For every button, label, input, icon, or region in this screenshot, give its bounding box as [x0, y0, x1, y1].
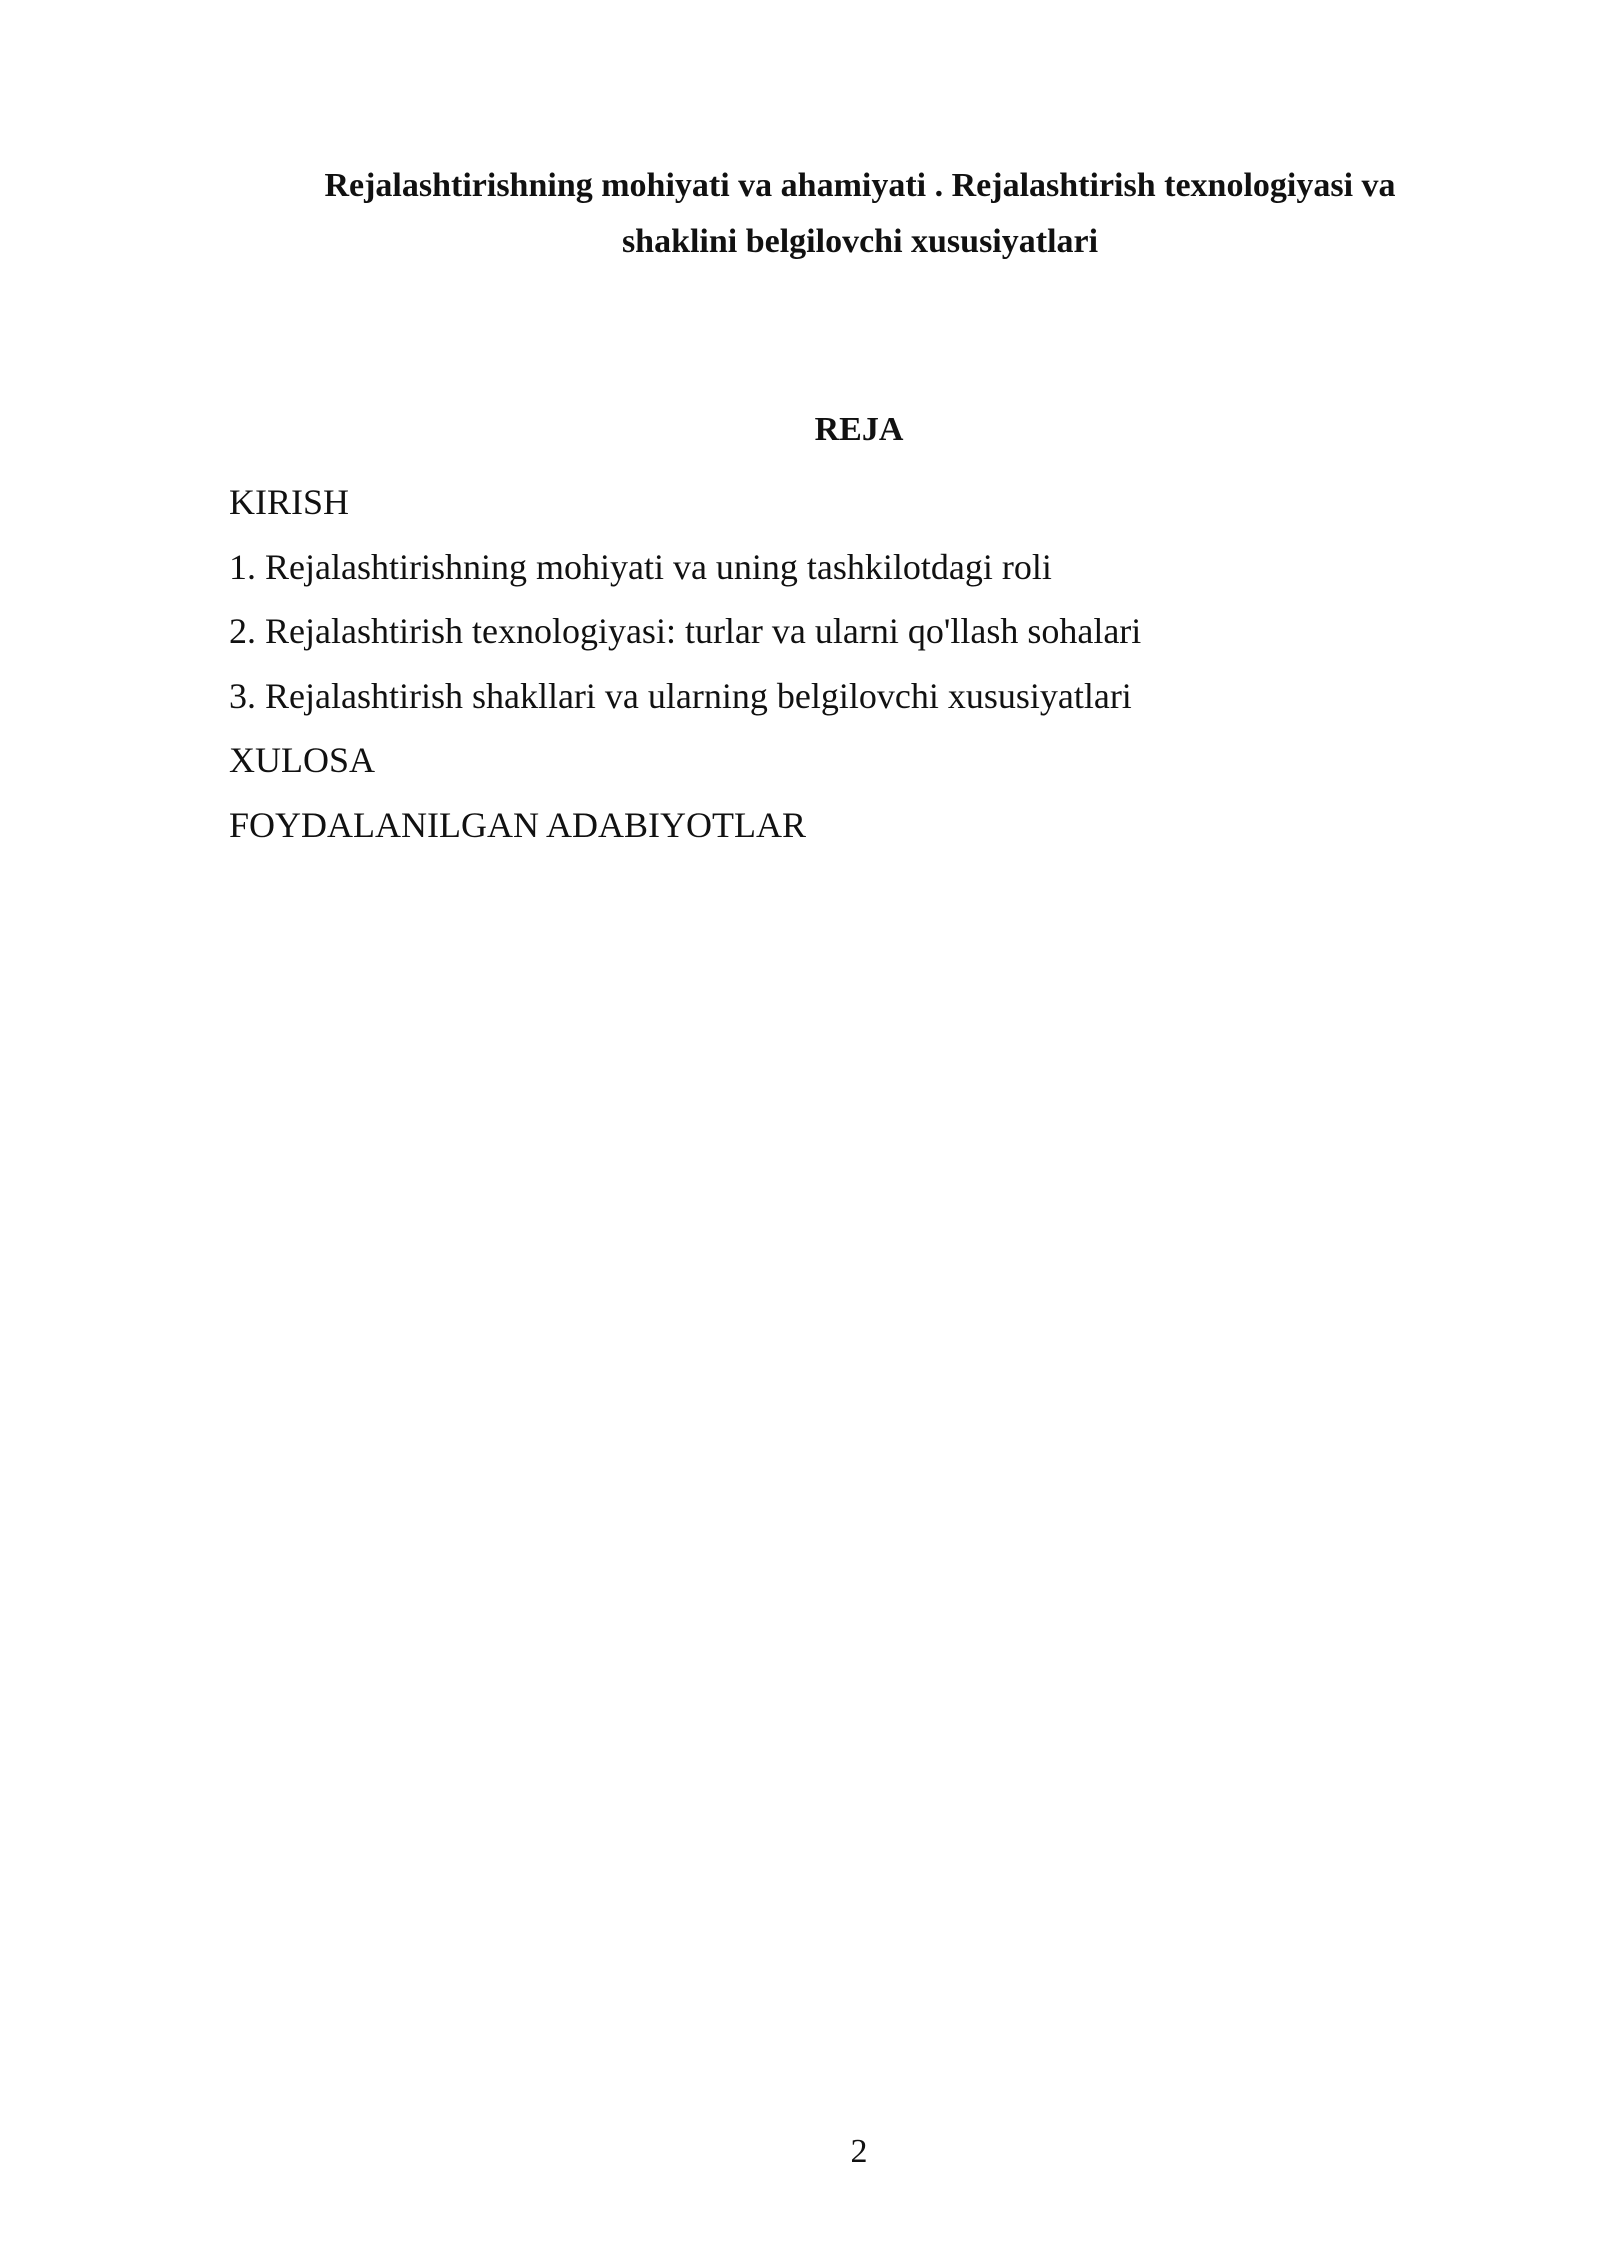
document-title-line-1: Rejalashtirishning mohiyati va ahamiyati . Rejalashtirish texnologiyasi va [324, 167, 1396, 204]
plan-heading: REJA [814, 411, 904, 448]
plan-item-conclusion: XULOSA [229, 740, 376, 781]
plan-item-references: FOYDALANILGAN ADABIYOTLAR [229, 804, 806, 845]
document-title-line-2: shaklini belgilovchi xususiyatlari [621, 223, 1099, 260]
plan-item-introduction: KIRISH [229, 482, 350, 522]
plan-list [229, 470, 1141, 858]
document-title [230, 158, 1490, 270]
page-number: 2 [850, 2133, 868, 2170]
plan-item-2: 2. Rejalashtirish texnologiyasi: turlar va ularni qo'llash sohalari [229, 611, 1142, 652]
plan-item-3: 3. Rejalashtirish shakllari va ularning belgilovchi xususiyatlari [229, 675, 1132, 716]
plan-item-1: 1. Rejalashtirishning mohiyati va uning tashkilotdagi roli [229, 546, 1052, 587]
